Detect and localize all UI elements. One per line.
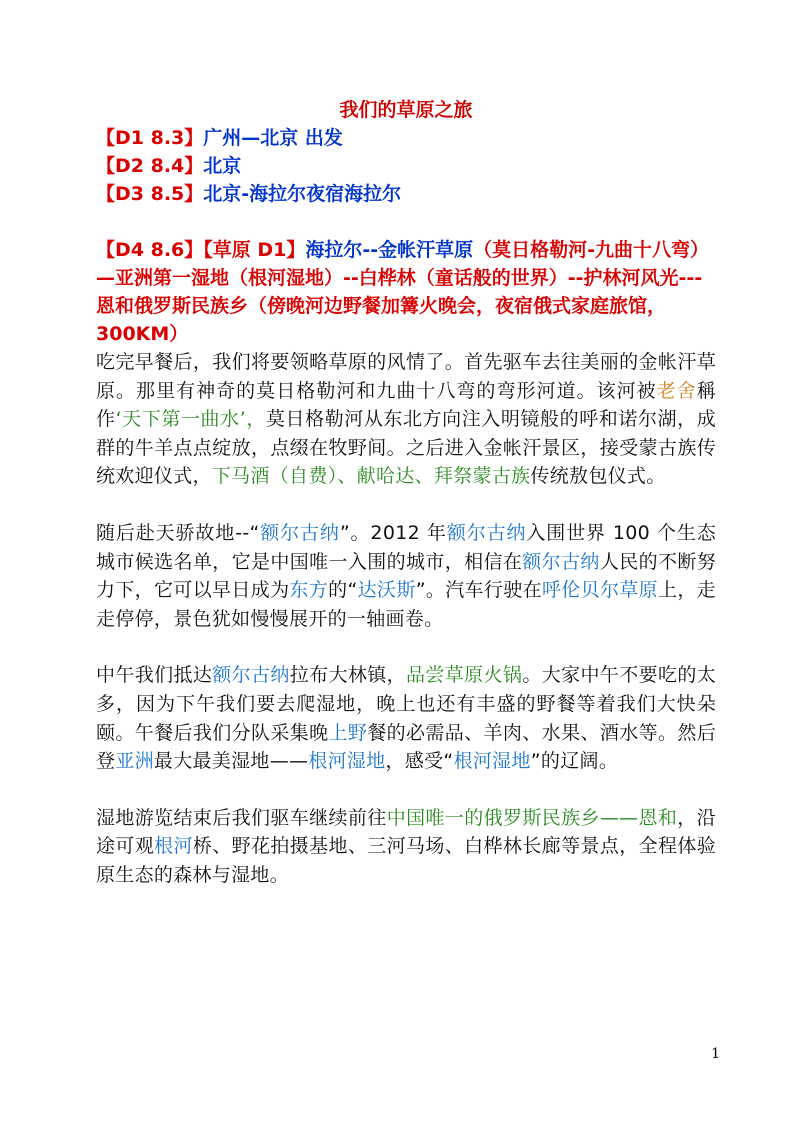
highlight-hotpot: 品尝草原火锅: [406, 664, 523, 687]
text-run: 桥、野花拍摄基地、三河马场、白桦林长廊等景点，全程体验原生态的森林与湿地。: [96, 835, 716, 886]
text-run: 最大最美湿地——: [153, 750, 309, 773]
highlight-laoshe: 老舍: [656, 379, 697, 402]
highlight-place: 根河湿地: [453, 750, 531, 773]
text-run: 传统敖包仪式。: [530, 465, 666, 488]
day2-text: 北京: [203, 155, 242, 177]
itinerary-day2: [96, 152, 716, 180]
highlight-place: 呼伦贝尔草原: [541, 579, 658, 602]
text-run: 拉布大林镇，: [289, 664, 407, 687]
day2-tag: 【D2 8.4】: [96, 155, 204, 177]
highlight-place: 额尔古纳: [259, 521, 340, 544]
text-run: 入围世界 100 个生态城市候选名单，它是中国唯一入围的城市，相信在: [96, 521, 717, 573]
day1-tag: 【D1 8.3】: [96, 127, 204, 149]
text-run: ，沿途可观: [96, 806, 716, 858]
text-run: 随后赴天骄故地--“: [96, 521, 260, 544]
itinerary-day4-heading: [96, 236, 716, 348]
highlight-quote: ‘天下第一曲水’，: [115, 408, 266, 431]
highlight-place: 额尔古纳: [212, 664, 290, 687]
highlight-place: 额尔古纳: [522, 550, 600, 573]
text-run: 湿地游览结束后我们驱车继续前往: [96, 806, 387, 829]
text-run: 的“: [328, 579, 358, 602]
paragraph-noon: [96, 661, 716, 775]
page-title: 我们的草原之旅: [339, 99, 473, 121]
day1-text: 广州—北京 出发: [203, 127, 343, 149]
day4-route-start: 海拉尔--金帐汗草原: [305, 239, 474, 261]
text-run: 。大家中午不要吃的太多，因为下午我们要去爬湿地，晚上也还有丰盛的野餐等着我们大快朵颐。午餐后我们分队采集晚: [96, 664, 716, 744]
highlight-ceremony: 下马酒（自费）、献哈达、拜祭蒙古族: [211, 465, 531, 488]
text-run: ”的辽阔。: [530, 750, 619, 773]
highlight-place: 亚洲: [115, 750, 154, 773]
text-run: 稱作: [96, 379, 716, 431]
highlight-place: 根河湿地: [308, 750, 386, 773]
itinerary-day1: [96, 124, 716, 152]
page-number: 1: [711, 1046, 720, 1062]
highlight-place: 达沃斯: [357, 579, 416, 602]
text-run: 中午我们抵达: [96, 664, 213, 687]
text-run: ”。2012 年: [339, 521, 447, 544]
document-page: [96, 96, 716, 890]
day4-route-detail: （莫日格勒河-九曲十八弯）—亚洲第一湿地（根河湿地）--白桦林（童话般的世界）--护林河风光---恩和俄罗斯民族乡（傍晚河边野餐加篝火晚会，夜宿俄式家庭旅馆，300KM）: [96, 239, 710, 345]
highlight-place: 东方: [289, 579, 329, 602]
text-run: 莫日格勒河从东北方向注入明镜般的呼和诺尔湖，成群的牛羊点点绽放，点缀在牧野间。之后进入金帐汗景区，接受蒙古族传统欢迎仪式，: [96, 408, 716, 488]
text-run: 餐的必需品、羊肉、水果、酒水等。然后登: [96, 721, 717, 773]
highlight-picnic: 上野: [328, 721, 368, 744]
text-run: 上，走走停停，景色犹如慢慢展开的一轴画卷。: [96, 579, 716, 630]
itinerary-day3: [96, 180, 716, 208]
highlight-place: 额尔古纳: [446, 521, 527, 544]
paragraph-morning: [96, 348, 716, 491]
text-run: ”。汽车行驶在: [415, 579, 542, 602]
text-run: 人民的不断努力下，它可以早日成为: [96, 550, 716, 602]
day4-tag: 【D4 8.6】【草原 D1】: [96, 239, 306, 261]
text-run: ，感受“: [385, 750, 454, 773]
day3-tag: 【D3 8.5】: [96, 183, 204, 205]
highlight-place: 根河: [154, 835, 193, 858]
day3-text: 北京-海拉尔夜宿海拉尔: [203, 183, 402, 205]
paragraph-enhe: [96, 804, 716, 890]
text-run: 吃完早餐后，我们将要领略草原的风情了。首先驱车去往美丽的金帐汗草原。那里有神奇的莫日格勒河和九曲十八弯的弯形河道。该河被: [96, 351, 716, 402]
highlight-enhe: 中国唯一的俄罗斯民族乡——恩和: [386, 806, 678, 829]
paragraph-erguna: [96, 519, 716, 633]
